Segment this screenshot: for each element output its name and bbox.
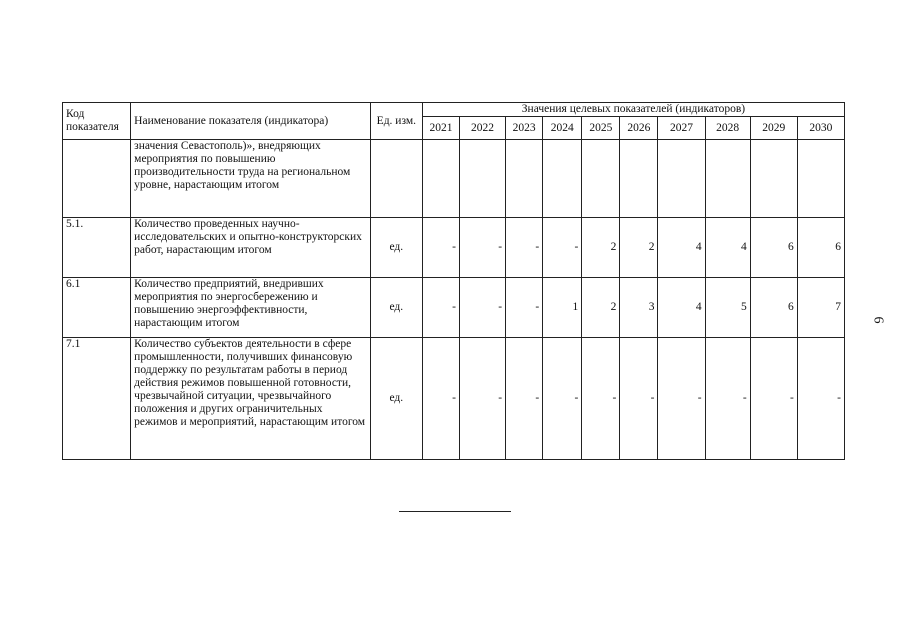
row-value: - bbox=[620, 338, 658, 460]
row-name: Количество субъектов деятельности в сфере промышленности, получивших финансовую поддержку по результатам работы в период действия режимов повышенной готовности, чрезвычайной ситуации, чрезвычайного положения и других ограничительных режимов и мероприятий, нарастающим итогом bbox=[131, 338, 371, 460]
row-value: - bbox=[422, 278, 459, 338]
table-row bbox=[63, 278, 845, 338]
row-value: 2 bbox=[620, 218, 658, 278]
row-name: Количество проведенных научно-исследовательских и опытно-конструкторских работ, нарастающим итогом bbox=[131, 218, 371, 278]
row-value: - bbox=[543, 218, 582, 278]
row-unit: ед. bbox=[370, 278, 422, 338]
table-row bbox=[63, 218, 845, 278]
year-header: 2029 bbox=[750, 117, 797, 140]
header-unit: Ед. изм. bbox=[370, 103, 422, 140]
row-name: значения Севастополь)», внедряющих мероприятия по повышению производительности труда на региональном уровне, нарастающим итогом bbox=[131, 140, 371, 218]
year-header: 2023 bbox=[506, 117, 543, 140]
row-value: - bbox=[422, 338, 459, 460]
row-value bbox=[620, 140, 658, 218]
row-value: - bbox=[422, 218, 459, 278]
row-value: - bbox=[459, 278, 505, 338]
table-row bbox=[63, 338, 845, 460]
row-value bbox=[750, 140, 797, 218]
row-value bbox=[543, 140, 582, 218]
header-target-values: Значения целевых показателей (индикаторов) bbox=[422, 103, 844, 117]
row-value: 5 bbox=[705, 278, 750, 338]
row-value bbox=[658, 140, 705, 218]
row-value: - bbox=[750, 338, 797, 460]
row-value bbox=[459, 140, 505, 218]
indicators-table bbox=[62, 102, 845, 460]
row-value: - bbox=[506, 338, 543, 460]
row-value: 6 bbox=[750, 278, 797, 338]
row-value: - bbox=[797, 338, 844, 460]
page-number: 6 bbox=[870, 316, 886, 324]
row-name: Количество предприятий, внедривших мероприятия по энергосбережению и повышению энергоэффективности, нарастающим итогом bbox=[131, 278, 371, 338]
footer-separator-line bbox=[399, 511, 511, 512]
year-header: 2027 bbox=[658, 117, 705, 140]
row-value: - bbox=[658, 338, 705, 460]
row-value bbox=[422, 140, 459, 218]
year-header: 2028 bbox=[705, 117, 750, 140]
row-value: - bbox=[506, 218, 543, 278]
year-header: 2021 bbox=[422, 117, 459, 140]
row-value bbox=[582, 140, 620, 218]
row-value: 4 bbox=[658, 278, 705, 338]
row-value: 4 bbox=[705, 218, 750, 278]
row-code: 5.1. bbox=[63, 218, 131, 278]
row-code bbox=[63, 140, 131, 218]
year-header: 2030 bbox=[797, 117, 844, 140]
row-value bbox=[506, 140, 543, 218]
row-unit bbox=[370, 140, 422, 218]
row-unit: ед. bbox=[370, 218, 422, 278]
row-value: 2 bbox=[582, 218, 620, 278]
row-value: 2 bbox=[582, 278, 620, 338]
row-value: 3 bbox=[620, 278, 658, 338]
row-value: 6 bbox=[797, 218, 844, 278]
row-value bbox=[797, 140, 844, 218]
row-value: - bbox=[459, 338, 505, 460]
year-header: 2025 bbox=[582, 117, 620, 140]
table-header-row bbox=[63, 103, 845, 117]
row-value: - bbox=[543, 338, 582, 460]
header-code: Код показателя bbox=[63, 103, 131, 140]
table-row bbox=[63, 140, 845, 218]
year-header: 2024 bbox=[543, 117, 582, 140]
row-value: 1 bbox=[543, 278, 582, 338]
row-value bbox=[705, 140, 750, 218]
row-unit: ед. bbox=[370, 338, 422, 460]
year-header: 2026 bbox=[620, 117, 658, 140]
row-value: 4 bbox=[658, 218, 705, 278]
row-value: - bbox=[705, 338, 750, 460]
row-value: 6 bbox=[750, 218, 797, 278]
row-code: 7.1 bbox=[63, 338, 131, 460]
row-value: - bbox=[582, 338, 620, 460]
year-header: 2022 bbox=[459, 117, 505, 140]
row-code: 6.1 bbox=[63, 278, 131, 338]
header-name: Наименование показателя (индикатора) bbox=[131, 103, 371, 140]
row-value: - bbox=[459, 218, 505, 278]
row-value: 7 bbox=[797, 278, 844, 338]
row-value: - bbox=[506, 278, 543, 338]
